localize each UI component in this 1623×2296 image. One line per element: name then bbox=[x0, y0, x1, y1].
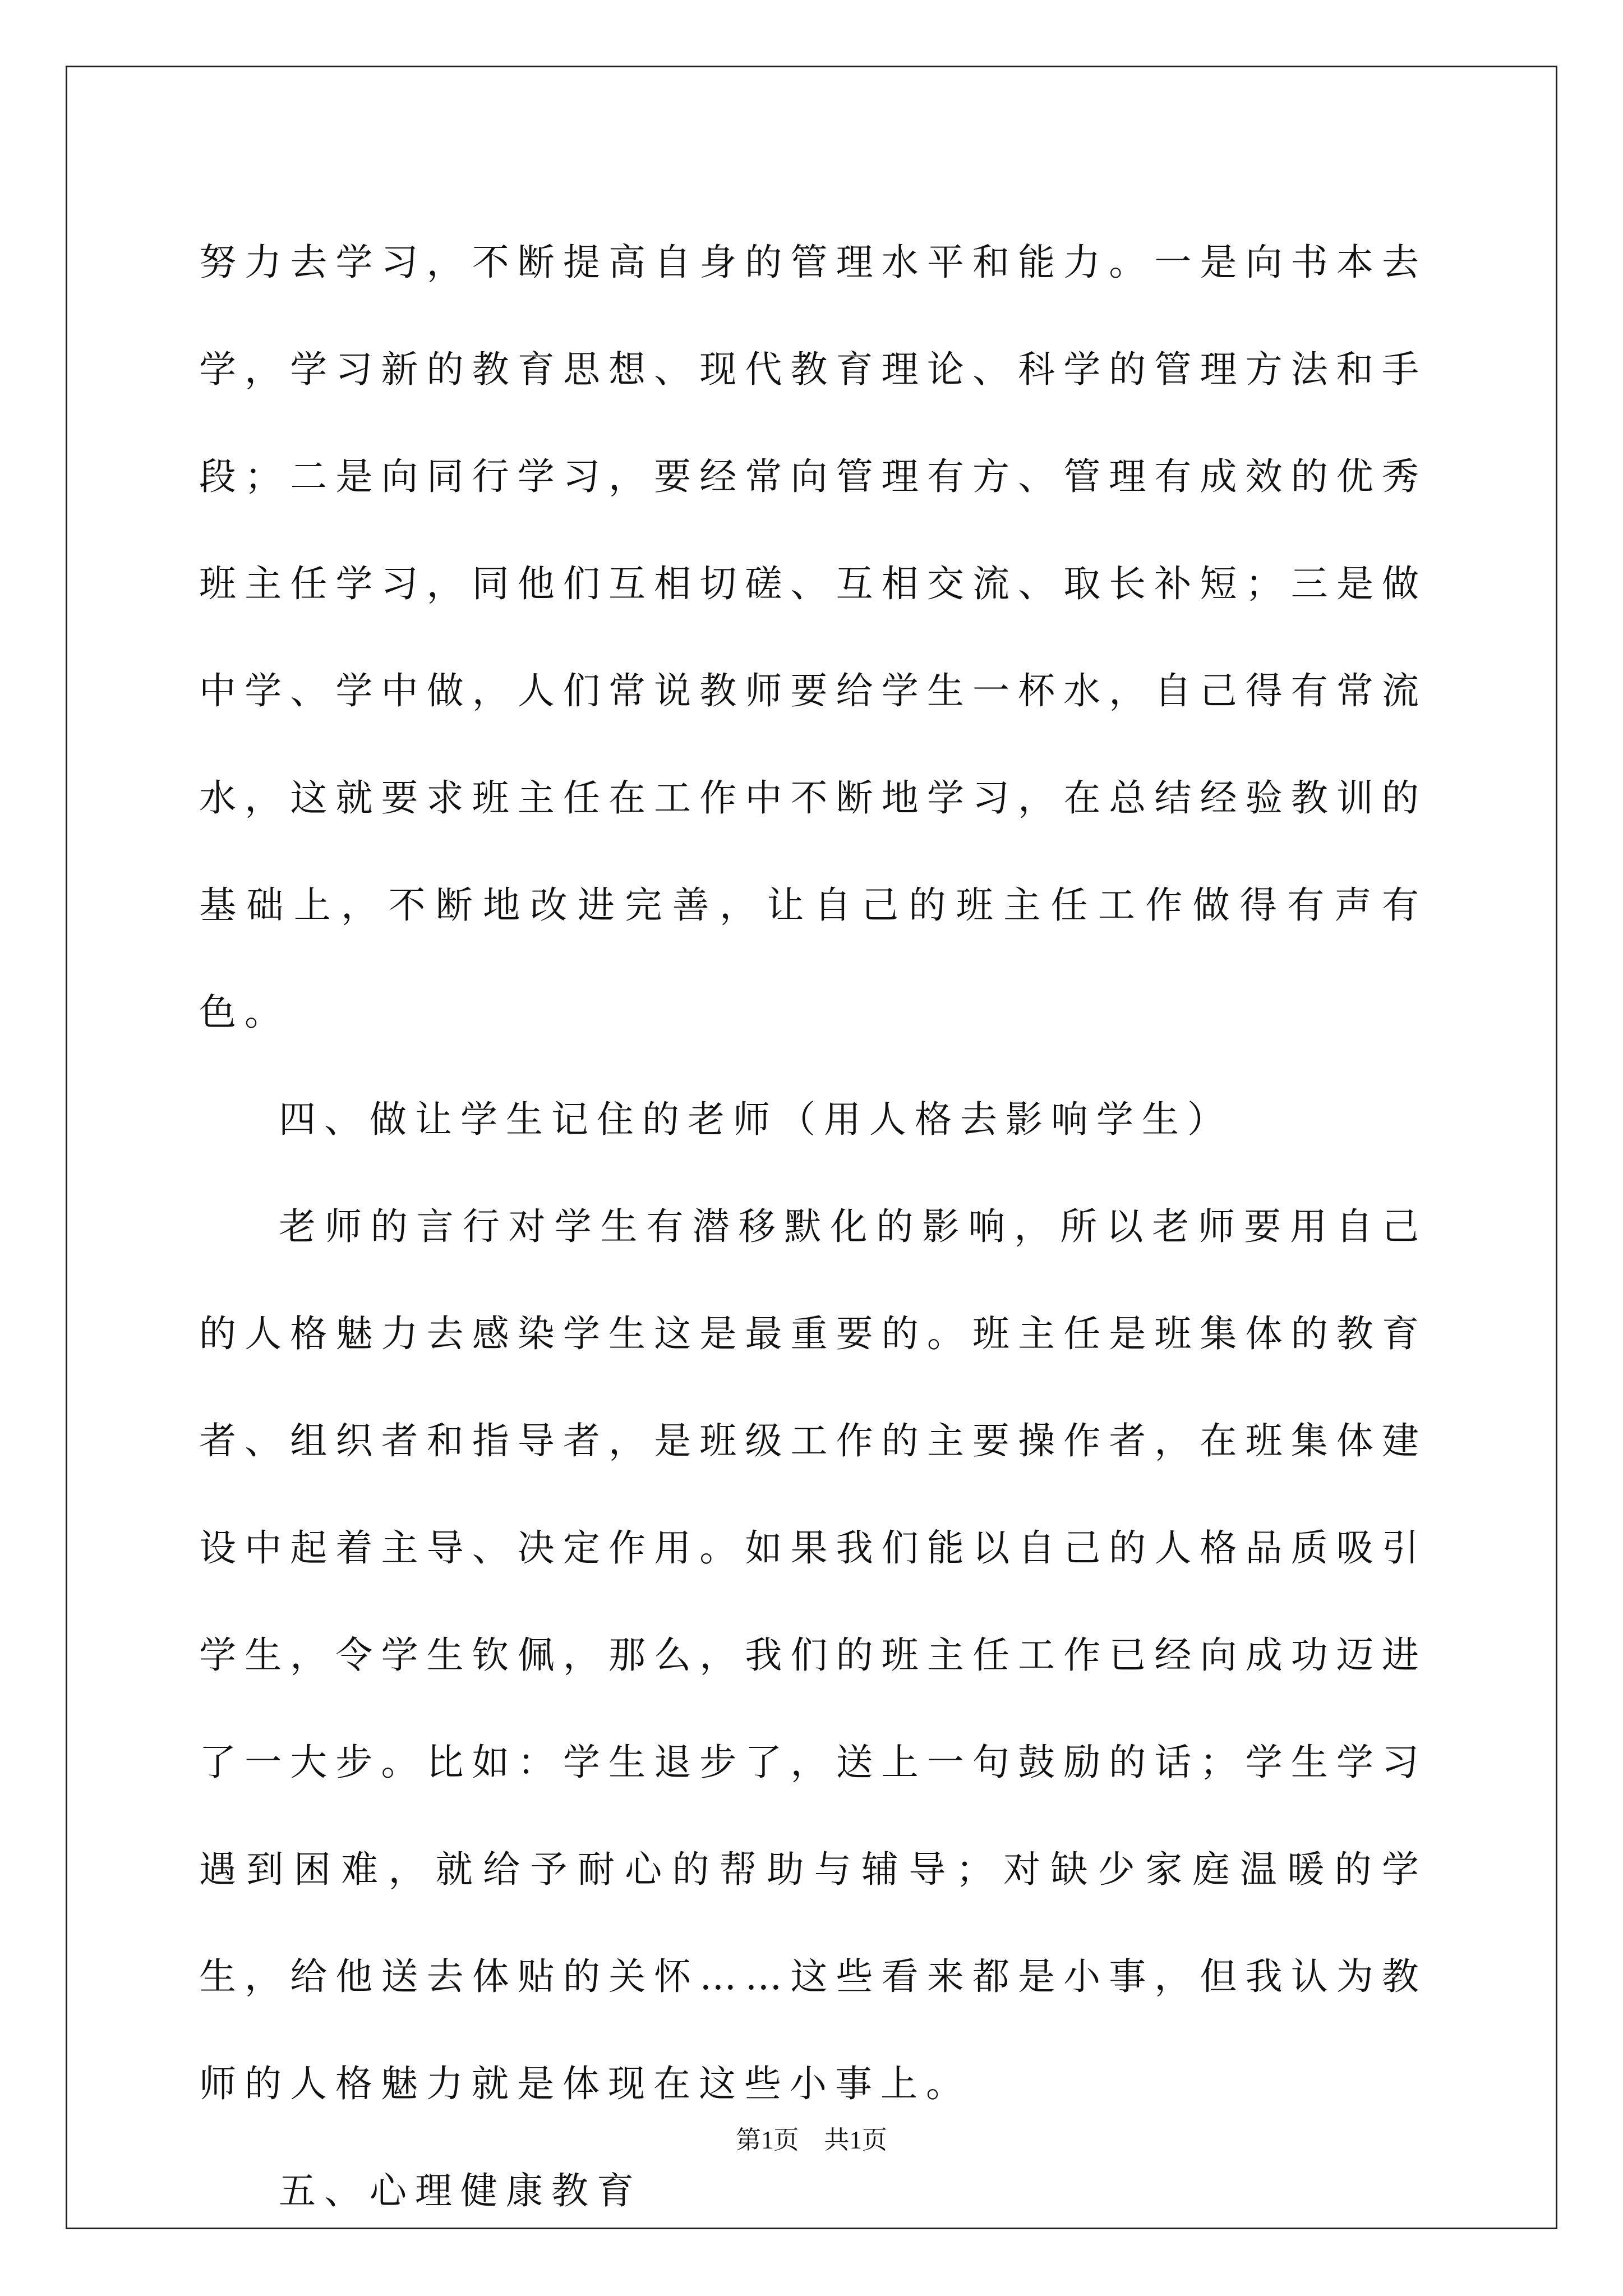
body-paragraph: 努力去学习，不断提高自身的管理水平和能力。一是向书本去学，学习新的教育思想、现代教育理论、科学的管理方法和手段；二是向同行学习，要经常向管理有方、管理有成效的优秀班主任学习，同他们互相切磋、互相交流、取长补短；三是做中学、学中做，人们常说教师要给学生一杯水，自己得有常流水，这就要求班主任在工作中不断地学习，在总结经验教训的基础上，不断地改进完善，让自己的班主任工作做得有声有色。 bbox=[199, 241, 1427, 1034]
section-heading-five: 五、心理健康教育 bbox=[279, 2169, 642, 2212]
document-body bbox=[199, 209, 1427, 2244]
body-paragraph: 老师的言行对学生有潜移默化的影响，所以老师要用自己的人格魅力去感染学生这是最重要的。班主任是班集体的教育者、组织者和指导者，是班级工作的主要操作者，在班集体建设中起着主导、决定作用。如果我们能以自己的人格品质吸引学生，令学生钦佩，那么，我们的班主任工作已经向成功迈进了一大步。比如：学生退步了，送上一句鼓励的话；学生学习遇到困难，就给予耐心的帮助与辅导；对缺少家庭温暖的学生，给他送去体贴的关怀……这些看来都是小事，但我认为教师的人格魅力就是体现在这些小事上。 bbox=[199, 1205, 1427, 2105]
section-heading-four: 四、做让学生记住的老师（用人格去影响学生） bbox=[279, 1098, 1233, 1141]
page-footer: 第1页 共1页 bbox=[735, 2126, 887, 2154]
